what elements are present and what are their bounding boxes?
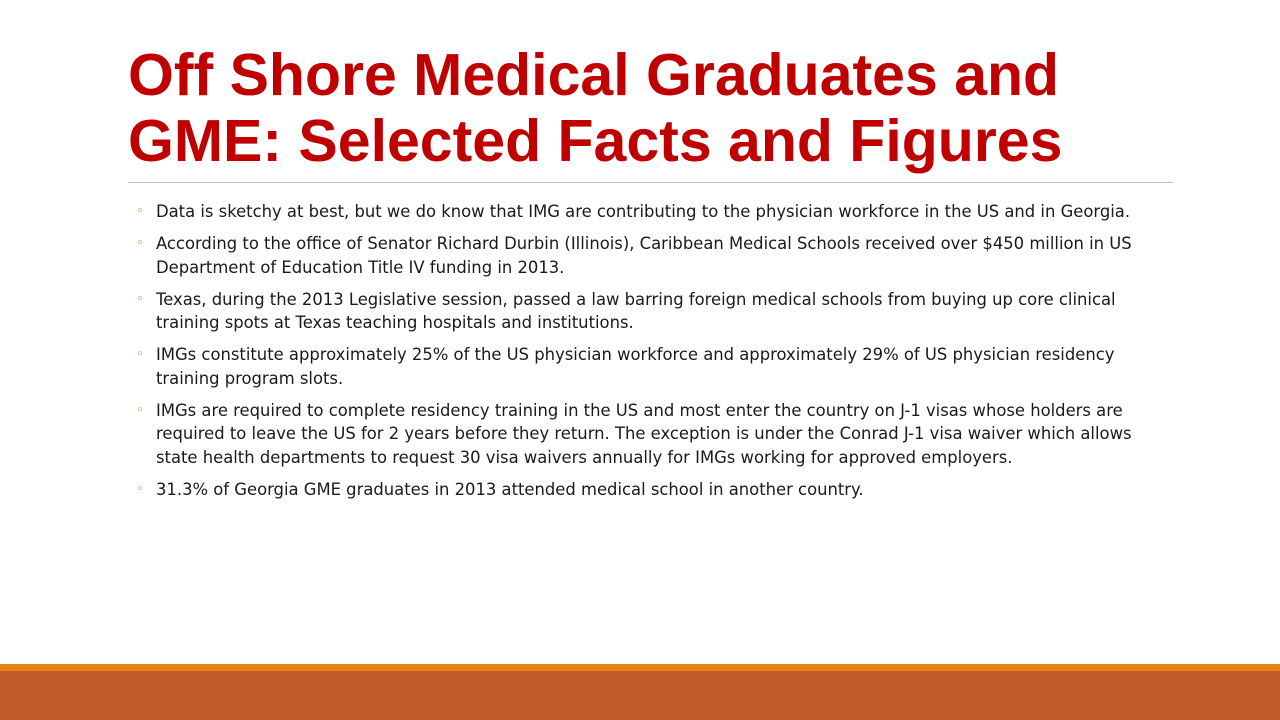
bullet-item [128,288,1168,335]
bullet-text: Texas, during the 2013 Legislative session, passed a law barring foreign medical schools from buying up core clinical training spots at Texas teaching hospitals and institutions. [156,289,1116,332]
bullet-marker-icon: ◦ [136,347,144,362]
bullet-marker-icon: ◦ [136,204,144,219]
bullet-text: IMGs are required to complete residency training in the US and most enter the country on J-1 visas whose holders are required to leave the US for 2 years before they return. The exception is under the Conrad J-1 visa waiver which allows state health departments to request 30 visa waivers annually for IMGs working for approved employers. [156,400,1132,467]
bullet-item [128,232,1168,279]
bullet-text: Data is sketchy at best, but we do know that IMG are contributing to the physician workforce in the US and in Georgia. [156,202,1131,221]
slide-title-line-1: Off Shore Medical Graduates and [128,42,1060,108]
bullet-text: According to the office of Senator Richard Durbin (Illinois), Caribbean Medical Schools received over $450 million in US Department of Education Title IV funding in 2013. [156,234,1132,277]
bullet-marker-icon: ◦ [136,402,144,418]
bullet-text: 31.3% of Georgia GME graduates in 2013 attended medical school in another country. [156,479,864,499]
bullet-item [128,343,1168,390]
bullet-marker-icon: ◦ [136,291,144,307]
bullet-list [128,200,1168,510]
bullet-text: IMGs constitute approximately 25% of the US physician workforce and approximately 29% of US physician residency training program slots. [156,345,1115,388]
title-divider [128,182,1173,183]
footer-bar [0,671,1280,720]
slide-title [128,42,1188,174]
bullet-marker-icon: ◦ [136,481,144,497]
bullet-item [128,478,1168,502]
bullet-item [128,399,1168,470]
bullet-marker-icon: ◦ [136,236,144,251]
bullet-item [128,200,1168,224]
slide-title-line-2: GME: Selected Facts and Figures [128,108,1063,174]
footer-accent-bar [0,664,1280,671]
